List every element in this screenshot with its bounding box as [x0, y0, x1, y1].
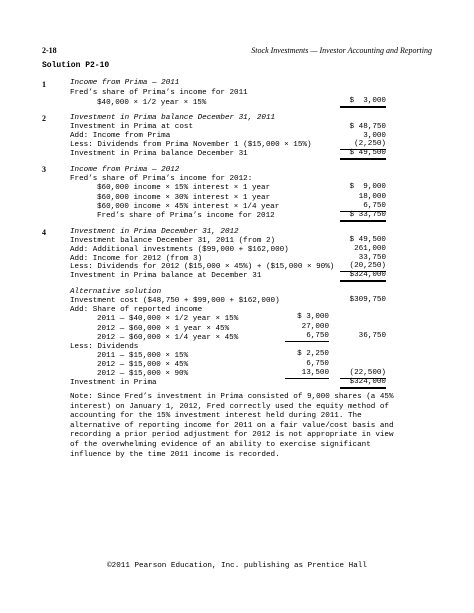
page-number: 2-18	[42, 46, 57, 55]
section-number-2: 2	[42, 114, 46, 123]
section-4-row-label: Investment in Prima balance at December 31	[70, 272, 262, 280]
section-number-1: 1	[42, 80, 46, 89]
section-3-row-label: $60,000 income × 45% interest × 1/4 year	[97, 203, 280, 211]
section-3-total: $ 33,750	[340, 210, 386, 222]
alt-income-total: 36,750	[358, 332, 386, 340]
section-4-row-label: Less: Dividends for 2012 ($15,000 × 45%) + ($15,000 × 90%)	[70, 263, 335, 271]
section-4-heading: Investment in Prima December 31, 2012	[70, 228, 239, 236]
section-2-total: $ 49,500	[340, 148, 386, 160]
alt-dividend-amount: $ 2,250	[297, 350, 329, 358]
alt-dividend-amount: 13,500	[285, 368, 329, 379]
section-2-row-label: Add: Income from Prima	[70, 132, 171, 140]
section-4-row-amount: 33,750	[358, 254, 386, 262]
section-3-row-label: Fred’s share of Prima’s income for 2012	[97, 212, 275, 220]
alt-dividend-label: 2012 — $15,000 × 90%	[97, 370, 189, 378]
explanatory-note: Note: Since Fred’s investment in Prima consisted of 9,000 shares (a 45% interest) on January 1, 2012, Fred correctly used the equity method of accounting for the 15% investment interest held during 2011. The alternative of reporting income for 2011 on a fair value/cost basis and recording a prior period adjustment for 2012 is not appropriate in view of the overwhelming evidence of an ability to exercise significant influence by the time 2011 income is recorded.	[70, 393, 394, 459]
section-3-heading: Income from Prima — 2012	[70, 166, 180, 174]
alt-income-label: 2012 — $60,000 × 1 year × 45%	[97, 325, 230, 333]
section-4-total: $324,000	[340, 270, 386, 282]
section-number-4: 4	[42, 228, 46, 237]
section-2-row-label: Less: Dividends from Prima November 1 ($15,000 × 15%)	[70, 141, 312, 149]
alternative-heading: Alternative solution	[70, 288, 162, 296]
alt-income-amount: 27,000	[301, 323, 329, 331]
section-4-row-amount: (20,250)	[340, 261, 386, 272]
section-3-row-label: $60,000 income × 15% interest × 1 year	[97, 184, 271, 192]
section-2-row-label: Investment in Prima balance December 31	[70, 150, 248, 158]
section-2-row-amount: (2,250)	[340, 139, 386, 150]
section-2-row-label: Investment in Prima at cost	[70, 123, 194, 131]
alt-dividend-amount: 6,750	[306, 360, 329, 368]
alternative-final-label: Investment in Prima	[70, 379, 157, 387]
section-3-row-amount: 6,750	[340, 201, 386, 212]
alt-dividend-label: 2012 — $15,000 × 45%	[97, 361, 189, 369]
section-2-row-amount: $ 48,750	[349, 123, 386, 131]
alternative-cost-label: Investment cost ($48,750 + $99,000 + $162,000)	[70, 297, 280, 305]
section-4-row-amount: $ 49,500	[349, 236, 386, 244]
section-3-intro: Fred’s share of Prima’s income for 2012:	[70, 175, 253, 183]
alt-income-amount: $ 3,000	[297, 313, 329, 321]
section-3-row-label: $60,000 income × 30% interest × 1 year	[97, 194, 271, 202]
solution-title: Solution P2-10	[42, 61, 110, 70]
section-1-calc: $40,000 × 1/2 year × 15%	[97, 99, 207, 107]
section-4-row-label: Add: Additional investments ($99,000 + $162,000)	[70, 246, 289, 254]
alt-income-amount: 6,750	[285, 331, 329, 342]
section-1-line: Fred’s share of Prima’s income for 2011	[70, 89, 248, 97]
section-2-row-amount: 3,000	[363, 132, 386, 140]
alt-dividend-label: 2011 — $15,000 × 15%	[97, 352, 189, 360]
section-4-row-label: Investment balance December 31, 2011 (from 2)	[70, 237, 276, 245]
section-3-row-amount: 18,000	[358, 193, 386, 201]
alternative-less-label: Less: Dividends	[70, 343, 139, 351]
section-4-row-amount: 261,000	[354, 245, 386, 253]
copyright-footer: ©2011 Pearson Education, Inc. publishing as Prentice Hall	[107, 562, 367, 570]
alt-dividends-total: (22,500)	[340, 368, 386, 379]
alternative-cost-amount: $309,750	[349, 296, 386, 304]
section-1-heading: Income from Prima — 2011	[70, 79, 180, 87]
alternative-final-amount: $324,000	[340, 377, 386, 389]
section-1-amount: $ 3,000	[340, 96, 386, 108]
alternative-add-label: Add: Share of reported income	[70, 306, 203, 314]
alt-income-label: 2012 — $60,000 × 1/4 year × 45%	[97, 334, 239, 342]
section-3-row-amount: $ 9,000	[349, 183, 386, 191]
running-title: Stock Investments — Investor Accounting and Reporting	[251, 46, 432, 55]
section-number-3: 3	[42, 165, 46, 174]
section-2-heading: Investment in Prima balance December 31, 2011	[70, 114, 276, 122]
section-4-row-label: Add: Income for 2012 (from 3)	[70, 255, 203, 263]
alt-income-label: 2011 — $40,000 × 1/2 year × 15%	[97, 315, 239, 323]
